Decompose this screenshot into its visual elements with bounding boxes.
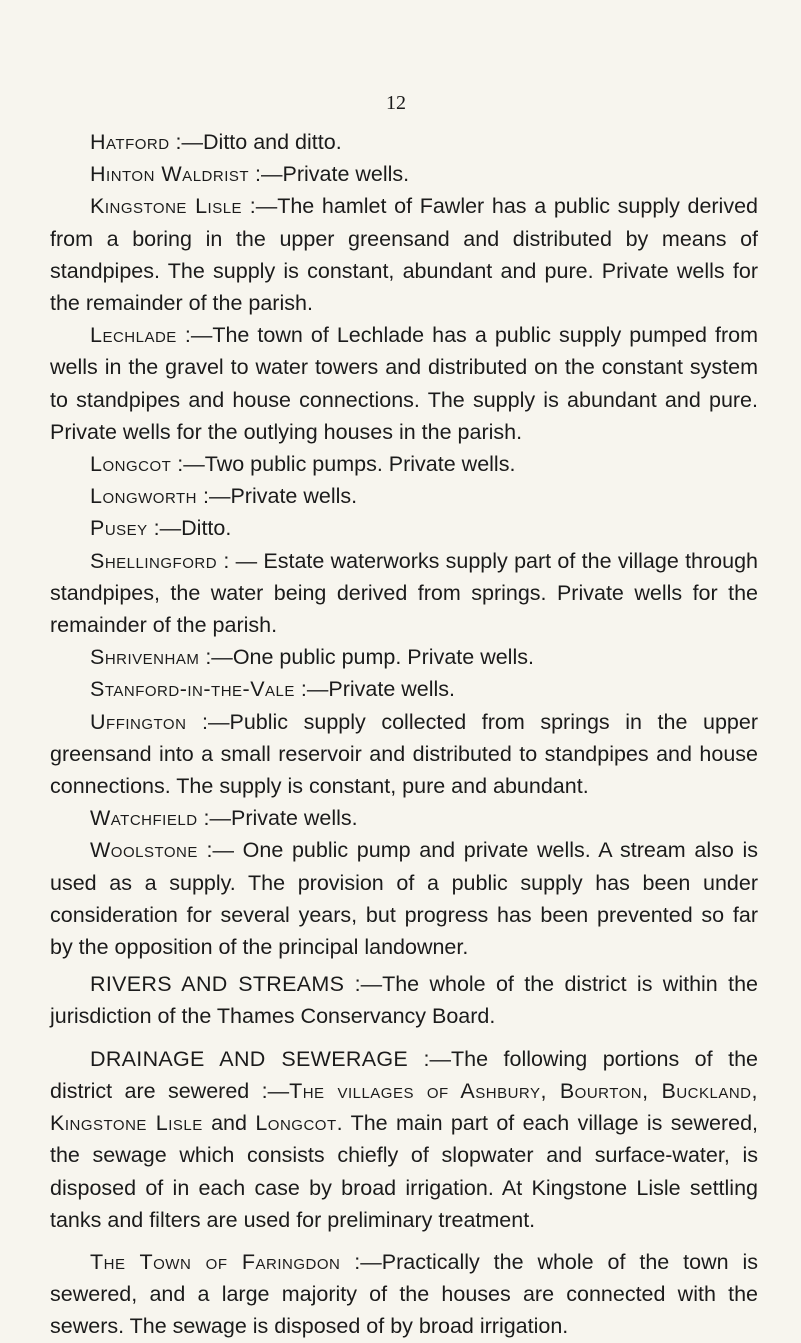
place-heading: Woolstone: [90, 838, 198, 863]
separator: : —: [217, 548, 264, 573]
paragraph-body: Estate waterworks supply part of the village through standpipes, the water being derived from springs. Private wells for the remainder of the parish.: [50, 548, 758, 638]
paragraph-body: The hamlet of Fawler has a public supply derived from a boring in the upper greensand and distributed by means of standpipes. The supply is constant, abundant and pure. Private wells for the remainder of the parish.: [50, 194, 758, 316]
paragraph-longworth: [50, 480, 758, 512]
paragraph-town-of-faringdon: [50, 1246, 758, 1343]
page-number: 12: [386, 92, 406, 114]
paragraph-rivers-and-streams: [50, 968, 758, 1032]
separator: :—: [147, 516, 182, 541]
paragraph-woolstone: [50, 834, 758, 963]
paragraph-body: Ditto.: [181, 516, 232, 541]
paragraph-hatford: [50, 126, 758, 158]
place-heading: Hatford: [90, 130, 170, 154]
separator: :—: [197, 806, 231, 831]
paragraph-watchfield: [50, 802, 758, 834]
paragraph-body: Private wells.: [328, 677, 456, 702]
place-heading: The Town of Faringdon: [90, 1249, 341, 1274]
paragraph-uffington: [50, 706, 758, 803]
place-heading: Hinton Waldrist: [90, 162, 250, 187]
place-heading: Shellingford: [90, 548, 218, 573]
separator: :—: [169, 130, 204, 154]
place-heading: Stanford-in-the-Vale: [90, 677, 295, 702]
paragraph-body: Practically the whole of the town is sewered, and a large majority of the houses are connected with the sewers. The sewage is disposed of by broad irrigation.: [50, 1249, 758, 1339]
body-text: [50, 126, 758, 1343]
separator: :—: [294, 677, 329, 702]
paragraph-shrivenham: [50, 641, 758, 673]
separator: :—: [408, 1046, 452, 1071]
paragraph-body: One public pump. Private wells.: [232, 645, 534, 670]
place-heading: Kingstone Lisle: [90, 194, 243, 219]
section-heading: RIVERS AND STREAMS: [90, 972, 345, 997]
paragraph-intro: The following portions of the district are sewered :—: [50, 1046, 758, 1103]
conjunction: and: [202, 1111, 256, 1136]
paragraph-drainage-and-sewerage: [50, 1043, 758, 1236]
paragraph-shellingford: [50, 545, 758, 642]
separator: :—: [171, 452, 205, 477]
paragraph-body: . The main part of each village is sewered, the sewage which consists chiefly of slopwater and surface-water, is disposed of in each case by broad irrigation. At Kingstone Lisle settling tanks and filters are used for preliminary treatment.: [50, 1111, 758, 1232]
paragraph-lechlade: [50, 319, 758, 448]
place-heading: Uffington: [90, 709, 187, 734]
sewered-village-last: Longcot: [255, 1111, 337, 1136]
paragraph-pusey: [50, 512, 758, 544]
paragraph-body: The whole of the district is within the jurisdiction of the Thames Conservancy Board.: [50, 972, 758, 1029]
separator: :—: [176, 323, 213, 348]
paragraph-body: The town of Lechlade has a public supply pumped from wells in the gravel to water towers and distributed on the constant system to standpipes and house connections. The supply is abundant and pure. Private wells for the outlying houses in the parish.: [50, 323, 758, 444]
place-heading: Longworth: [90, 484, 198, 509]
section-heading: DRAINAGE AND SEWERAGE: [90, 1046, 409, 1071]
place-heading: Longcot: [90, 452, 172, 477]
paragraph-kingstone-lisle: [50, 190, 758, 319]
sewered-villages: The villages of Ashbury, Bourton, Buckland, Kingstone Lisle: [50, 1078, 758, 1136]
separator: :—: [242, 194, 278, 219]
separator: :—: [197, 484, 231, 509]
separator: :—: [197, 838, 243, 863]
separator: :—: [199, 645, 233, 670]
paragraph-body: Ditto and ditto.: [203, 130, 342, 154]
paragraph-body: Private wells.: [230, 484, 358, 509]
place-heading: Shrivenham: [90, 645, 200, 670]
paragraph-body: Private wells.: [282, 162, 410, 187]
separator: :—: [249, 162, 283, 187]
place-heading: Pusey: [90, 516, 148, 541]
separator: :—: [340, 1249, 382, 1274]
place-heading: Lechlade: [90, 323, 177, 348]
place-heading: Watchfield: [90, 806, 198, 831]
separator: :—: [344, 972, 383, 997]
separator: :—: [186, 709, 230, 734]
paragraph-stanford-in-the-vale: [50, 673, 758, 705]
paragraph-body: Two public pumps. Private wells.: [204, 452, 516, 477]
paragraph-body: Private wells.: [230, 806, 358, 831]
paragraph-hinton-waldrist: [50, 158, 758, 190]
paragraph-body: One public pump and private wells. A stream also is used as a supply. The provision of a public supply has been under consideration for several years, but progress has been prevented so far by the opposition of the principal landowner.: [50, 838, 758, 960]
paragraph-body: Public supply collected from springs in the upper greensand into a small reservoir and distributed to standpipes and house connections. The supply is constant, pure and abundant.: [50, 709, 759, 799]
paragraph-longcot: [50, 448, 758, 480]
